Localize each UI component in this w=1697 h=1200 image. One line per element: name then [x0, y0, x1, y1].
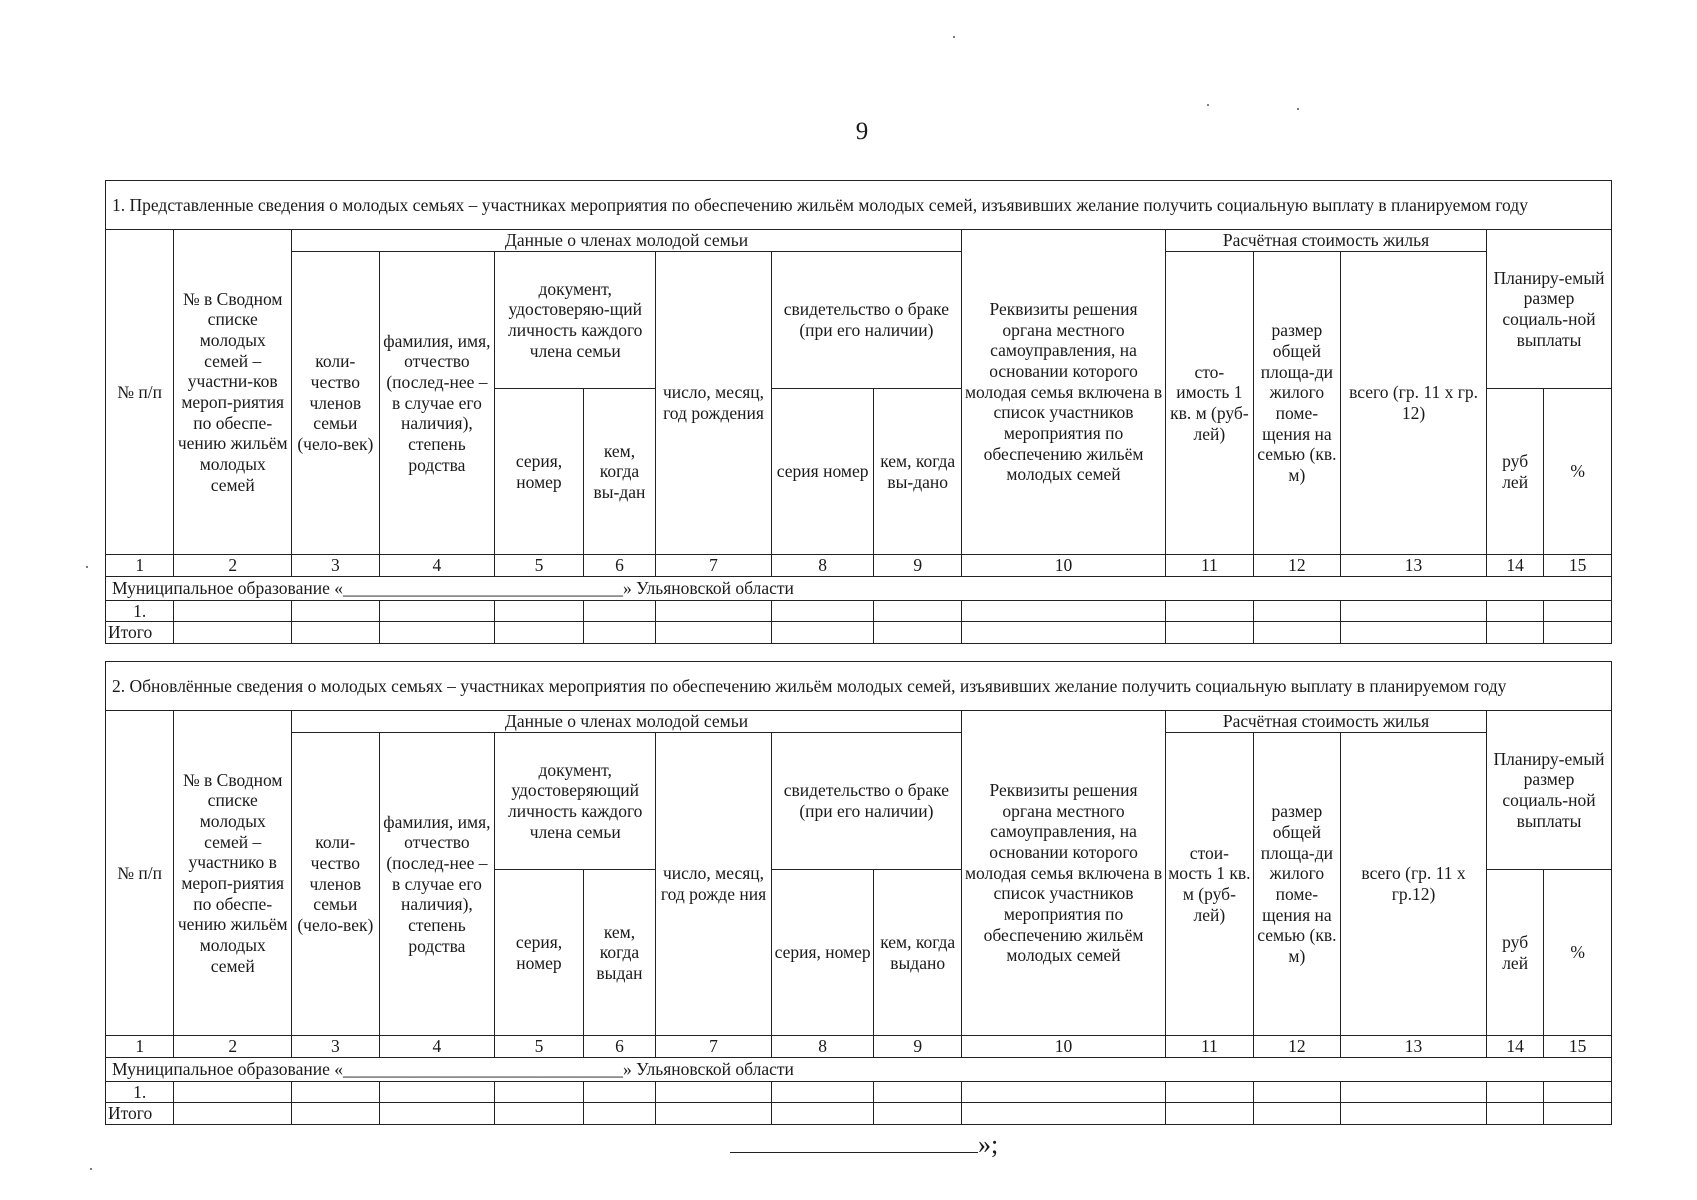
empty-cell	[1486, 622, 1543, 644]
scan-speck	[1207, 104, 1209, 106]
empty-cell	[961, 622, 1165, 644]
empty-cell	[174, 600, 292, 622]
column-number: 8	[771, 1036, 874, 1058]
column-number: 2	[174, 1036, 292, 1058]
column-number: 2	[174, 555, 292, 577]
scan-speck	[86, 566, 88, 568]
empty-cell	[292, 1081, 380, 1103]
col-document-issued-header: кем, когда выдан	[583, 870, 655, 1036]
column-number: 12	[1253, 555, 1341, 577]
empty-cell	[174, 1103, 292, 1125]
empty-cell	[874, 600, 962, 622]
identity-document-group-header: документ, удостоверяю-щий личность каждого члена семьи	[495, 252, 656, 389]
housing-cost-group-header: Расчётная стоимость жилья	[1166, 230, 1487, 252]
empty-cell	[771, 600, 874, 622]
col-document-issued-header: кем, когда вы-дан	[583, 389, 655, 555]
column-number: 7	[656, 1036, 772, 1058]
empty-cell	[1544, 1103, 1612, 1125]
empty-cell	[961, 1081, 1165, 1103]
empty-cell	[656, 600, 772, 622]
empty-cell	[495, 1081, 584, 1103]
empty-cell	[771, 622, 874, 644]
row-number-cell: 1.	[106, 600, 174, 622]
empty-cell	[656, 1103, 772, 1125]
planned-payment-group-header: Планиру-емый размер социаль-ной выплаты	[1486, 230, 1611, 389]
col-percent-header: %	[1544, 389, 1612, 555]
total-label-cell: Итого	[106, 622, 174, 644]
marriage-certificate-group-header: свидетельство о браке (при его наличии)	[771, 252, 961, 389]
column-number: 15	[1544, 555, 1612, 577]
col-decision-details-header: Реквизиты решения органа местного самоуправления, на основании которого молодая семья включена в список участников мероприятия по обеспечению жильём молодых семей	[961, 230, 1165, 555]
empty-cell	[174, 622, 292, 644]
col-certificate-issued-header: кем, когда вы-дано	[874, 389, 962, 555]
col-row-number-header: № п/п	[106, 230, 174, 555]
column-number: 1	[106, 1036, 174, 1058]
column-number: 14	[1486, 1036, 1543, 1058]
empty-cell	[1486, 1081, 1543, 1103]
identity-document-group-header: документ, удостоверяющий личность каждого члена семьи	[495, 733, 656, 870]
section-1-table	[105, 180, 1612, 644]
empty-cell	[656, 1081, 772, 1103]
col-area-header: размер общей площа-ди жилого поме-щения на семью (кв. м)	[1253, 733, 1341, 1036]
column-number: 1	[106, 555, 174, 577]
empty-cell	[495, 600, 584, 622]
col-birth-date-header: число, месяц, год рождения	[656, 252, 772, 555]
empty-cell	[1544, 600, 1612, 622]
col-cost-per-sqm-header: стои-мость 1 кв. м (руб-лей)	[1166, 733, 1254, 1036]
column-number: 13	[1341, 555, 1487, 577]
empty-cell	[1341, 1081, 1487, 1103]
column-number: 4	[379, 555, 495, 577]
col-birth-date-header: число, месяц, год рожде ния	[656, 733, 772, 1036]
empty-cell	[583, 1103, 655, 1125]
family-members-group-header: Данные о членах молодой семьи	[292, 230, 962, 252]
column-number: 5	[495, 555, 584, 577]
col-percent-header: %	[1544, 870, 1612, 1036]
empty-cell	[1544, 622, 1612, 644]
column-number: 12	[1253, 1036, 1341, 1058]
col-decision-details-header: Реквизиты решения органа местного самоуправления, на основании которого молодая семья включена в список участников мероприятия по обеспечению жильём молодых семей	[961, 711, 1165, 1036]
empty-cell	[1486, 1103, 1543, 1125]
empty-cell	[495, 1103, 584, 1125]
col-summary-list-number-header: № в Сводном списке молодых семей – участни-ков мероп-риятия по обеспе-чению жильём молодых семей	[174, 230, 292, 555]
column-number: 6	[583, 1036, 655, 1058]
scan-speck	[90, 1168, 92, 1170]
section-2-table	[105, 661, 1612, 1125]
col-certificate-issued-header: кем, когда выдано	[874, 870, 962, 1036]
empty-cell	[874, 622, 962, 644]
empty-cell	[1341, 600, 1487, 622]
empty-cell	[583, 1081, 655, 1103]
empty-cell	[1166, 1081, 1254, 1103]
column-number: 3	[292, 555, 380, 577]
empty-cell	[292, 622, 380, 644]
col-document-series-header: серия, номер	[495, 389, 584, 555]
section-2-table-block	[105, 661, 1612, 1125]
empty-cell	[292, 600, 380, 622]
col-family-size-header: коли-чество членов семьи (чело-век)	[292, 733, 380, 1036]
empty-cell	[1166, 1103, 1254, 1125]
col-certificate-series-header: серия, номер	[771, 870, 874, 1036]
column-number: 5	[495, 1036, 584, 1058]
empty-cell	[1486, 600, 1543, 622]
column-number: 9	[874, 555, 962, 577]
blank-signature-line	[730, 1152, 978, 1153]
empty-cell	[379, 622, 495, 644]
empty-cell	[495, 622, 584, 644]
empty-cell	[379, 1081, 495, 1103]
empty-cell	[583, 622, 655, 644]
marriage-certificate-group-header: свидетельство о браке (при его наличии)	[771, 733, 961, 870]
family-members-group-header: Данные о членах молодой семьи	[292, 711, 962, 733]
scan-speck	[1297, 108, 1299, 110]
col-family-size-header: коли-чество членов семьи (чело-век)	[292, 252, 380, 555]
municipality-row: Муниципальное образование «________________________________» Ульяновской области	[106, 1058, 1612, 1082]
empty-cell	[874, 1081, 962, 1103]
empty-cell	[1253, 1081, 1341, 1103]
col-row-number-header: № п/п	[106, 711, 174, 1036]
empty-cell	[1341, 1103, 1487, 1125]
empty-cell	[1166, 600, 1254, 622]
empty-cell	[1253, 600, 1341, 622]
col-area-header: размер общей площа-ди жилого поме-щения на семью (кв. м)	[1253, 252, 1341, 555]
empty-cell	[1253, 622, 1341, 644]
empty-cell	[379, 1103, 495, 1125]
column-number: 3	[292, 1036, 380, 1058]
empty-cell	[174, 1081, 292, 1103]
page-number: 9	[855, 118, 869, 145]
column-number: 6	[583, 555, 655, 577]
planned-payment-group-header: Планиру-емый размер социаль-ной выплаты	[1486, 711, 1611, 870]
empty-cell	[1166, 622, 1254, 644]
empty-cell	[1544, 1081, 1612, 1103]
total-label-cell: Итого	[106, 1103, 174, 1125]
column-number: 15	[1544, 1036, 1612, 1058]
col-certificate-series-header: серия номер	[771, 389, 874, 555]
column-number: 8	[771, 555, 874, 577]
col-rubles-header: руб лей	[1486, 389, 1543, 555]
col-summary-list-number-header: № в Сводном списке молодых семей – участнико в мероп-риятия по обеспе-чению жильём молодых семей	[174, 711, 292, 1036]
column-number: 9	[874, 1036, 962, 1058]
col-document-series-header: серия, номер	[495, 870, 584, 1036]
col-full-name-header: фамилия, имя, отчество (послед-нее – в случае его наличия), степень родства	[379, 252, 495, 555]
municipality-row: Муниципальное образование «________________________________» Ульяновской области	[106, 577, 1612, 601]
column-number: 13	[1341, 1036, 1487, 1058]
section-title: 2. Обновлённые сведения о молодых семьях – участниках мероприятия по обеспечению жильём молодых семей, изъявивших желание получить социальную выплату в планируемом году	[106, 662, 1612, 711]
column-number: 11	[1166, 1036, 1254, 1058]
row-number-cell: 1.	[106, 1081, 174, 1103]
closing-line	[730, 1130, 998, 1160]
empty-cell	[656, 622, 772, 644]
column-number: 10	[961, 555, 1165, 577]
col-cost-per-sqm-header: сто-имость 1 кв. м (руб-лей)	[1166, 252, 1254, 555]
empty-cell	[961, 1103, 1165, 1125]
section-title: 1. Представленные сведения о молодых семьях – участниках мероприятия по обеспечению жильём молодых семей, изъявивших желание получить социальную выплату в планируемом году	[106, 181, 1612, 230]
column-number: 10	[961, 1036, 1165, 1058]
column-number: 4	[379, 1036, 495, 1058]
empty-cell	[771, 1103, 874, 1125]
housing-cost-group-header: Расчётная стоимость жилья	[1166, 711, 1487, 733]
col-rubles-header: руб лей	[1486, 870, 1543, 1036]
empty-cell	[1341, 622, 1487, 644]
empty-cell	[583, 600, 655, 622]
col-total-cost-header: всего (гр. 11 х гр. 12)	[1341, 252, 1487, 555]
col-full-name-header: фамилия, имя, отчество (послед-нее – в случае его наличия), степень родства	[379, 733, 495, 1036]
column-number: 7	[656, 555, 772, 577]
column-number: 11	[1166, 555, 1254, 577]
column-number: 14	[1486, 555, 1543, 577]
empty-cell	[771, 1081, 874, 1103]
closing-quote: »;	[978, 1130, 999, 1159]
empty-cell	[874, 1103, 962, 1125]
section-1-table-block	[105, 180, 1612, 644]
empty-cell	[1253, 1103, 1341, 1125]
empty-cell	[292, 1103, 380, 1125]
empty-cell	[961, 600, 1165, 622]
empty-cell	[379, 600, 495, 622]
scan-speck	[953, 36, 955, 38]
col-total-cost-header: всего (гр. 11 х гр.12)	[1341, 733, 1487, 1036]
